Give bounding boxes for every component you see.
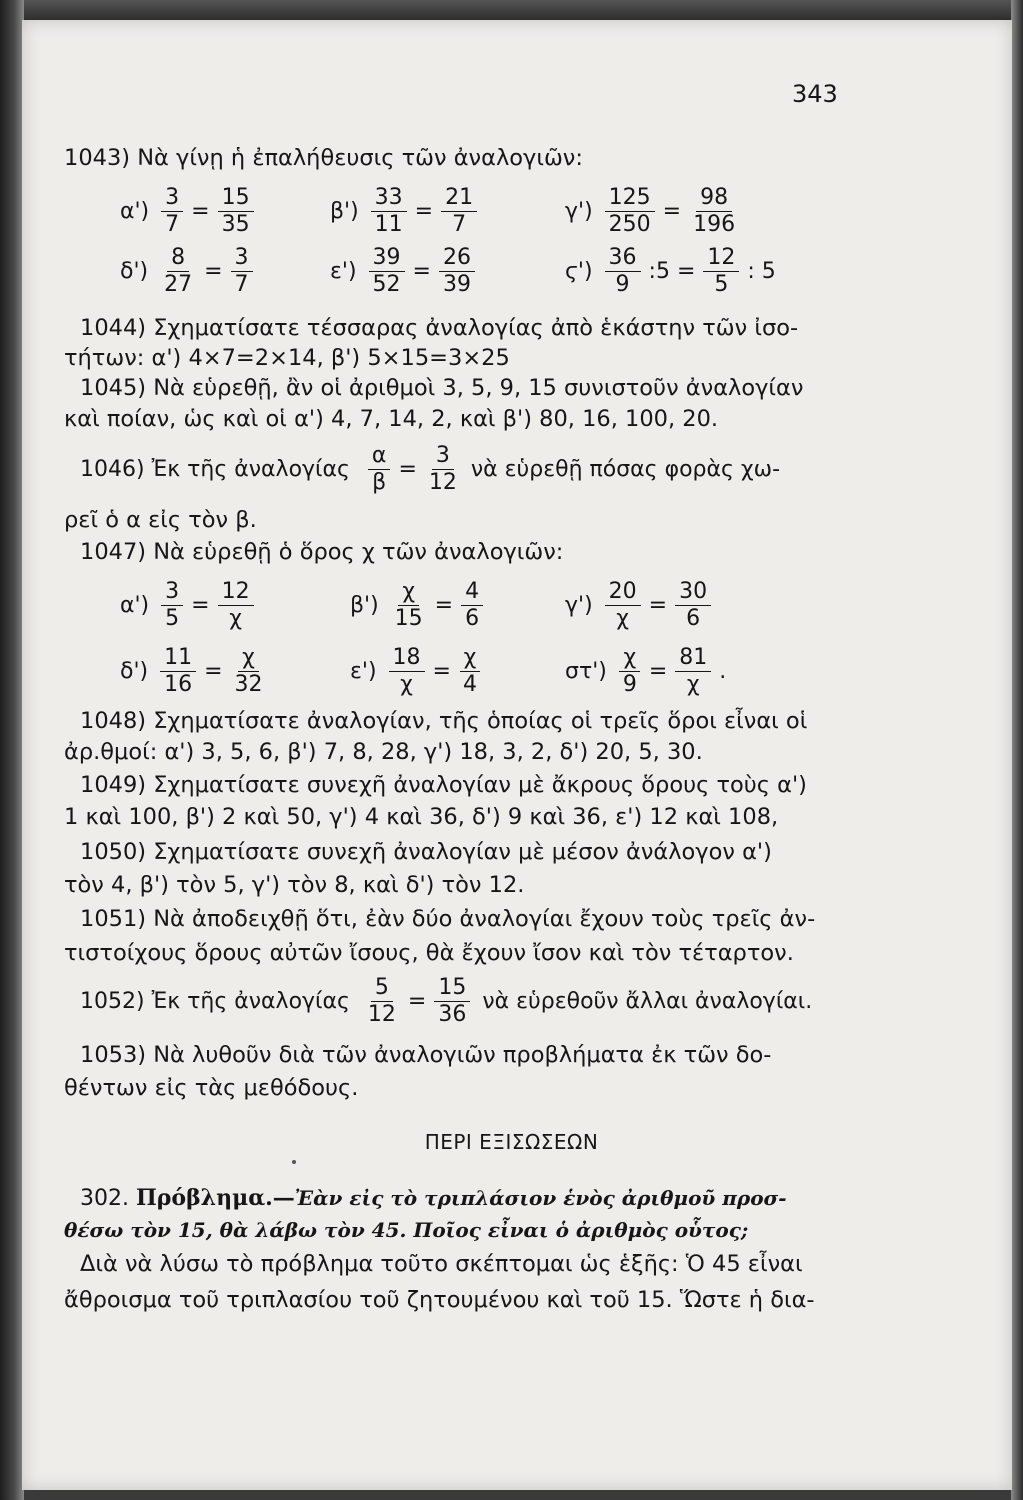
exercise-1046-line-2: ρεῖ ὁ α εἰς τὸν β. <box>64 507 257 533</box>
exercise-1048-line-2: ἀρ.θμοί: α') 3, 5, 6, β') 7, 8, 28, γ') 18, 3, 2, δ') 20, 5, 30. <box>64 739 703 765</box>
denominator: 12 <box>428 469 457 495</box>
numerator: 12 <box>218 579 254 606</box>
fraction <box>441 185 477 238</box>
exercise-1053-line-1: 1053) Νὰ λυθοῦν διὰ τῶν ἀναλογιῶν προβλήματα ἐκ τῶν δο- <box>80 1042 772 1068</box>
numerator: 26 <box>439 245 475 272</box>
fraction <box>425 443 461 496</box>
tail-text: . <box>719 658 727 684</box>
fraction <box>231 245 253 298</box>
exercise-1051-line-1: 1051) Νὰ ἀποδειχθῇ ὅτι, ἐὰν δύο ἀναλογίαι ἔχουν τοὺς τρεῖς ἀν- <box>80 906 816 932</box>
numerator: χ <box>238 645 259 672</box>
fraction <box>434 975 470 1028</box>
fraction <box>605 245 641 298</box>
problem-302-line-2 <box>64 1215 864 1245</box>
denominator: 27 <box>164 271 193 297</box>
problem-number: 302. <box>80 1186 129 1211</box>
numerator: 12 <box>703 245 739 272</box>
proportion-item <box>120 640 271 702</box>
exercise-1046-line-1 <box>80 438 780 500</box>
item-label: δ') <box>120 258 149 284</box>
numerator: χ <box>398 579 419 606</box>
exercise-1045-line-1: 1045) Νὰ εὑρεθῇ, ἂν οἱ ἀριθμοὶ 3, 5, 9, 15 συνιστοῦν ἀναλογίαν <box>80 375 804 401</box>
denominator: 52 <box>372 271 401 297</box>
proportion-item <box>120 240 257 302</box>
exercise-1043-row-1 <box>120 180 820 242</box>
page-number: 343 <box>792 80 838 108</box>
numerator: χ <box>619 645 640 672</box>
denominator: 35 <box>221 211 250 237</box>
tail-text: : 5 <box>747 258 776 284</box>
item-label: β') <box>330 198 359 224</box>
equals-sign: = <box>204 658 223 684</box>
problem-statement-part-1: Ἐὰν εἰς τὸ τριπλάσιον ἑνὸς ἀριθμοῦ προσ- <box>294 1186 787 1210</box>
proportion-item <box>120 574 258 636</box>
problem-302-line-1 <box>80 1183 880 1214</box>
proportion-item <box>330 180 481 242</box>
exercise-1050-line-1: 1050) Σχηματίσατε συνεχῆ ἀναλογίαν μὲ μέσον ἀνάλογον α') <box>80 839 772 865</box>
fraction <box>689 185 739 238</box>
numerator: 4 <box>461 579 483 606</box>
denominator: χ <box>686 671 700 697</box>
numerator: 15 <box>218 185 254 212</box>
scan-speck <box>292 1160 296 1164</box>
exercise-1053-line-2: θέντων εἰς τὰς μεθόδους. <box>64 1075 359 1101</box>
denominator: 12 <box>367 1001 396 1027</box>
equals-sign: = <box>191 592 210 618</box>
numerator: 39 <box>369 245 405 272</box>
numerator: 125 <box>605 185 655 212</box>
fraction <box>161 579 183 632</box>
denominator: 9 <box>615 271 630 297</box>
numerator: 15 <box>434 975 470 1002</box>
fraction <box>389 645 425 698</box>
exercise-1048-line-1: 1048) Σχηματίσατε ἀναλογίαν, τῆς ὁποίας οἱ τρεῖς ὅροι εἶναι οἱ <box>80 708 808 734</box>
proportion-item <box>120 180 258 242</box>
item-label: γ') <box>565 198 593 224</box>
problem-statement-part-2: θέσω τὸν 15, θὰ λάβω τὸν 45. Ποῖος εἶναι ὁ ἀριθμὸς οὗτος; <box>64 1218 749 1242</box>
equals-sign: = <box>412 258 431 284</box>
exercise-1046-suffix: νὰ εὑρεθῇ πόσας φορὰς χω- <box>470 456 781 482</box>
item-label: στ') <box>565 658 607 684</box>
numerator: 33 <box>371 185 407 212</box>
denominator: 36 <box>438 1001 467 1027</box>
problem-label: Πρόβλημα.— <box>135 1185 295 1211</box>
denominator: 15 <box>394 605 423 631</box>
denominator: 196 <box>693 211 736 237</box>
denominator: 6 <box>465 605 480 631</box>
numerator: 36 <box>605 245 641 272</box>
exercise-1044-line-2: τήτων: α') 4×7=2×14, β') 5×15=3×25 <box>64 345 510 371</box>
equals-sign: = <box>648 658 668 684</box>
numerator: 8 <box>167 245 189 272</box>
numerator: 3 <box>231 245 253 272</box>
fraction <box>369 245 405 298</box>
equals-sign: = <box>407 988 427 1014</box>
exercise-1043-intro: 1043) Νὰ γίνῃ ἡ ἐπαλήθευσις τῶν ἀναλογιῶν: <box>64 145 583 171</box>
fraction <box>231 645 267 698</box>
exercise-1052-prefix: 1052) Ἐκ τῆς ἀναλογίας <box>80 988 350 1014</box>
denominator: 16 <box>164 671 193 697</box>
numerator: 20 <box>605 579 641 606</box>
fraction <box>391 579 427 632</box>
denominator: 9 <box>622 671 637 697</box>
equals-sign: = <box>432 658 451 684</box>
proportion-item <box>565 240 776 302</box>
proportion-item <box>565 180 743 242</box>
problem-302-line-4: ἄθροισμα τοῦ τριπλασίου τοῦ ζητουμένου καὶ τοῦ 15. Ὥστε ἡ δια- <box>64 1287 815 1313</box>
operator-text: :5 = <box>648 258 696 284</box>
section-heading: ΠΕΡΙ ΕΞΙΣΩΣΕΩΝ <box>424 1130 599 1154</box>
denominator: 5 <box>714 271 729 297</box>
exercise-1049-line-1: 1049) Σχηματίσατε συνεχῆ ἀναλογίαν μὲ ἄκρους ὅρους τοὺς α') <box>80 772 807 798</box>
exercise-1047-row-1 <box>120 574 820 636</box>
fraction <box>161 185 183 238</box>
fraction <box>605 185 655 238</box>
exercise-1045-line-2: καὶ ποίαν, ὡς καὶ οἱ α') 4, 7, 14, 2, καὶ β') 80, 16, 100, 20. <box>64 406 719 432</box>
numerator: χ <box>460 645 481 672</box>
item-label: β') <box>350 592 379 618</box>
exercise-1051-line-2: τιστοίχους ὅρους αὐτῶν ἴσους, θὰ ἔχουν ἴσον καὶ τὸν τέταρτον. <box>64 940 794 966</box>
denominator: 7 <box>234 271 249 297</box>
numerator: 11 <box>160 645 196 672</box>
fraction <box>371 185 407 238</box>
item-label: α') <box>120 198 150 224</box>
exercise-1052-suffix: νὰ εὑρεθοῦν ἄλλαι ἀναλογίαι. <box>482 988 813 1014</box>
item-label: ϛ') <box>565 258 593 284</box>
proportion-item <box>565 574 715 636</box>
denominator: χ <box>616 605 630 631</box>
equals-sign: = <box>434 592 454 618</box>
fraction <box>605 579 641 632</box>
fraction <box>703 245 739 298</box>
numerator: 3 <box>161 185 183 212</box>
denominator: 5 <box>165 605 180 631</box>
denominator: χ <box>400 671 413 697</box>
fraction <box>160 245 196 298</box>
exercise-1052-line <box>80 970 812 1032</box>
equals-sign: = <box>191 198 210 224</box>
item-label: α') <box>120 592 150 618</box>
denominator: 250 <box>608 211 651 237</box>
proportion-item <box>565 640 726 702</box>
item-label: δ') <box>120 658 149 684</box>
fraction <box>368 443 391 496</box>
exercise-1049-line-2: 1 καὶ 100, β') 2 καὶ 50, γ') 4 καὶ 36, δ') 9 καὶ 36, ε') 12 καὶ 108, <box>64 804 779 830</box>
denominator: 7 <box>452 211 467 237</box>
equals-sign: = <box>204 258 223 284</box>
numerator: 98 <box>696 185 732 212</box>
item-label: γ') <box>565 592 593 618</box>
equals-sign: = <box>648 592 668 618</box>
denominator: β <box>372 469 387 495</box>
numerator: 30 <box>675 579 711 606</box>
proportion-item <box>330 240 479 302</box>
exercise-1043-row-2 <box>120 240 820 302</box>
denominator: 6 <box>686 605 701 631</box>
exercise-1044-line-1: 1044) Σχηματίσατε τέσσαρας ἀναλογίας ἀπὸ ἑκάστην τῶν ἰσο- <box>80 315 799 341</box>
problem-302-line-3: Διὰ νὰ λύσω τὸ πρόβλημα τοῦτο σκέπτομαι ὡς ἑξῆς: Ὁ 45 εἶναι <box>80 1251 803 1277</box>
equals-sign: = <box>414 198 434 224</box>
denominator: 4 <box>462 671 477 697</box>
exercise-1050-line-2: τὸν 4, β') τὸν 5, γ') τὸν 8, καὶ δ') τὸν 12. <box>64 872 525 898</box>
fraction <box>675 645 711 698</box>
item-label: ε') <box>350 658 377 684</box>
fraction <box>218 185 254 238</box>
scan-right-edge <box>1011 0 1023 1500</box>
numerator: 3 <box>432 443 454 470</box>
fraction <box>160 645 196 698</box>
proportion-item <box>350 574 487 636</box>
numerator: 21 <box>441 185 477 212</box>
denominator: 32 <box>234 671 263 697</box>
fraction <box>675 579 711 632</box>
item-label: ε') <box>330 258 357 284</box>
equals-sign: = <box>398 456 417 482</box>
fraction <box>459 645 481 698</box>
denominator: 39 <box>442 271 471 297</box>
scan-top-edge <box>0 0 1023 20</box>
denominator: 11 <box>374 211 403 237</box>
exercise-1046-prefix: 1046) Ἐκ τῆς ἀναλογίας <box>80 456 350 482</box>
numerator: 3 <box>161 579 183 606</box>
denominator: 7 <box>165 211 180 237</box>
proportion-item <box>350 640 485 702</box>
equals-sign: = <box>662 198 682 224</box>
fraction <box>364 975 400 1028</box>
numerator: 81 <box>675 645 711 672</box>
numerator: 5 <box>371 975 393 1002</box>
denominator: χ <box>229 605 242 631</box>
fraction <box>439 245 475 298</box>
exercise-1047-intro: 1047) Νὰ εὑρεθῇ ὁ ὅρος χ τῶν ἀναλογιῶν: <box>80 539 564 565</box>
fraction <box>619 645 641 698</box>
numerator: 18 <box>389 645 425 672</box>
fraction <box>461 579 483 632</box>
fraction <box>218 579 254 632</box>
numerator: α <box>368 443 391 470</box>
book-binding-shadow <box>0 0 24 1500</box>
exercise-1047-row-2 <box>120 640 820 702</box>
